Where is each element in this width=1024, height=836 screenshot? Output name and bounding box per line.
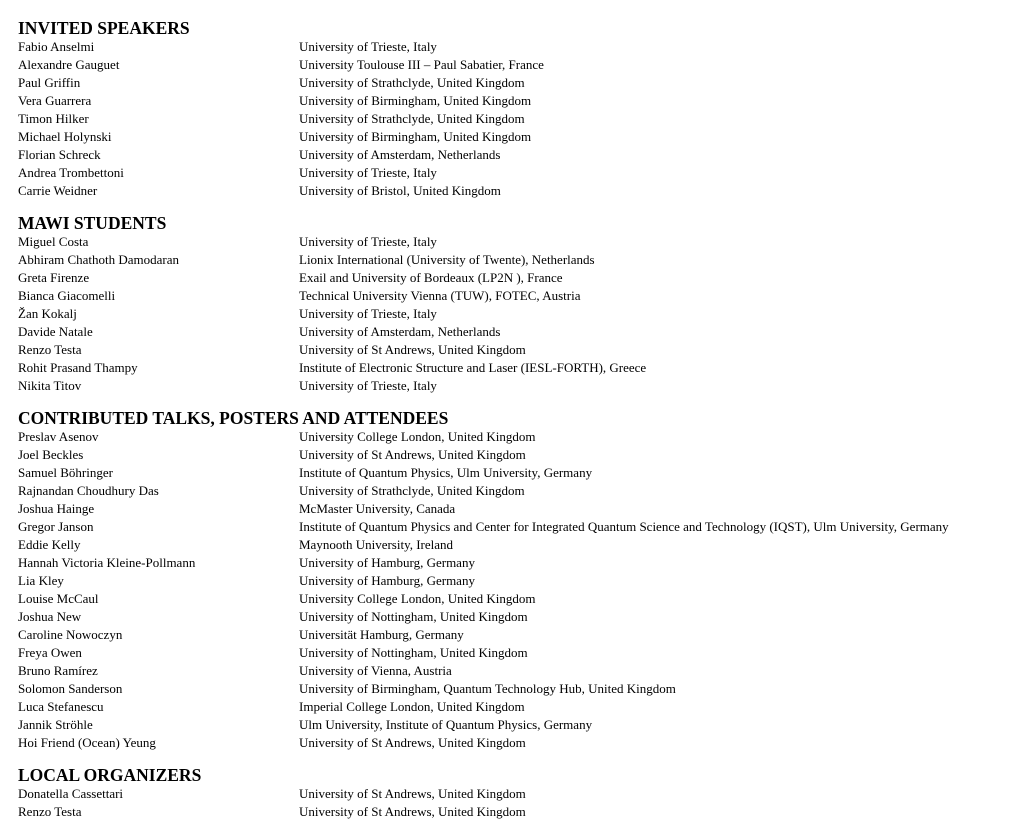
person-affiliation: University of Hamburg, Germany bbox=[299, 555, 475, 570]
person-name: Florian Schreck bbox=[18, 147, 101, 162]
list-item bbox=[18, 572, 1018, 590]
list-item bbox=[18, 803, 1018, 821]
list-item bbox=[18, 500, 1018, 518]
person-name: Miguel Costa bbox=[18, 234, 89, 249]
list-item bbox=[18, 269, 1018, 287]
person-affiliation: University of Hamburg, Germany bbox=[299, 573, 475, 588]
list-item bbox=[18, 182, 1018, 200]
list-item bbox=[18, 287, 1018, 305]
list-item bbox=[18, 482, 1018, 500]
person-affiliation: University of Strathclyde, United Kingdom bbox=[299, 483, 525, 498]
person-affiliation: University of Nottingham, United Kingdom bbox=[299, 645, 528, 660]
person-name: Renzo Testa bbox=[18, 342, 82, 357]
section-heading: LOCAL ORGANIZERS bbox=[18, 765, 202, 785]
person-affiliation: University of Nottingham, United Kingdom bbox=[299, 609, 528, 624]
person-name: Fabio Anselmi bbox=[18, 39, 95, 54]
list-item bbox=[18, 359, 1018, 377]
person-affiliation: Institute of Quantum Physics and Center for Integrated Quantum Science and Technology (IQST), Ulm University, Germany bbox=[299, 519, 949, 534]
person-affiliation: University of Strathclyde, United Kingdom bbox=[299, 111, 525, 126]
section-local-organizers bbox=[18, 765, 1018, 821]
person-affiliation: Institute of Electronic Structure and Laser (IESL-FORTH), Greece bbox=[299, 360, 647, 375]
list-item bbox=[18, 110, 1018, 128]
person-affiliation: McMaster University, Canada bbox=[299, 501, 456, 516]
person-affiliation: University College London, United Kingdom bbox=[299, 429, 536, 444]
list-item bbox=[18, 716, 1018, 734]
person-name: Eddie Kelly bbox=[18, 537, 81, 552]
person-name: Gregor Janson bbox=[18, 519, 94, 534]
person-affiliation: University of St Andrews, United Kingdom bbox=[299, 735, 526, 750]
list-item bbox=[18, 785, 1018, 803]
list-item bbox=[18, 38, 1018, 56]
person-affiliation: University of Trieste, Italy bbox=[299, 39, 437, 54]
person-affiliation: University of Vienna, Austria bbox=[299, 663, 452, 678]
section-heading: INVITED SPEAKERS bbox=[18, 18, 190, 38]
person-name: Andrea Trombettoni bbox=[18, 165, 124, 180]
list-item bbox=[18, 377, 1018, 395]
section-invited-speakers bbox=[18, 18, 1018, 200]
person-name: Joshua Hainge bbox=[18, 501, 95, 516]
person-affiliation: Exail and University of Bordeaux (LP2N ), France bbox=[299, 270, 563, 285]
person-affiliation: Imperial College London, United Kingdom bbox=[299, 699, 525, 714]
person-affiliation: University College London, United Kingdom bbox=[299, 591, 536, 606]
list-item bbox=[18, 164, 1018, 182]
person-name: Joel Beckles bbox=[18, 447, 84, 462]
person-affiliation: University of St Andrews, United Kingdom bbox=[299, 804, 526, 819]
person-affiliation: University of Trieste, Italy bbox=[299, 234, 437, 249]
person-affiliation: University of St Andrews, United Kingdom bbox=[299, 786, 526, 801]
person-name: Freya Owen bbox=[18, 645, 82, 660]
person-affiliation: Technical University Vienna (TUW), FOTEC, Austria bbox=[299, 288, 581, 303]
list-item bbox=[18, 428, 1018, 446]
person-affiliation: University of St Andrews, United Kingdom bbox=[299, 342, 526, 357]
person-name: Renzo Testa bbox=[18, 804, 82, 819]
list-item bbox=[18, 698, 1018, 716]
person-affiliation: University of Bristol, United Kingdom bbox=[299, 183, 501, 198]
participants-document bbox=[18, 18, 1018, 834]
list-item bbox=[18, 146, 1018, 164]
list-item bbox=[18, 464, 1018, 482]
person-affiliation: Lionix International (University of Twente), Netherlands bbox=[299, 252, 595, 267]
person-name: Samuel Böhringer bbox=[18, 465, 113, 480]
section-heading: CONTRIBUTED TALKS, POSTERS AND ATTENDEES bbox=[18, 408, 449, 428]
list-item bbox=[18, 233, 1018, 251]
person-name: Rajnandan Choudhury Das bbox=[18, 483, 159, 498]
person-affiliation: University of Birmingham, United Kingdom bbox=[299, 129, 532, 144]
person-affiliation: University of Birmingham, United Kingdom bbox=[299, 93, 532, 108]
person-affiliation: University of Birmingham, Quantum Technology Hub, United Kingdom bbox=[299, 681, 676, 696]
person-affiliation: Maynooth University, Ireland bbox=[299, 537, 454, 552]
list-item bbox=[18, 128, 1018, 146]
section-contributed-talks bbox=[18, 408, 1018, 752]
person-name: Greta Firenze bbox=[18, 270, 90, 285]
person-name: Louise McCaul bbox=[18, 591, 99, 606]
person-affiliation: University of Strathclyde, United Kingdom bbox=[299, 75, 525, 90]
list-item bbox=[18, 554, 1018, 572]
person-name: Timon Hilker bbox=[18, 111, 89, 126]
list-item bbox=[18, 536, 1018, 554]
list-item bbox=[18, 251, 1018, 269]
person-affiliation: University of Trieste, Italy bbox=[299, 306, 437, 321]
person-name: Bruno Ramírez bbox=[18, 663, 98, 678]
person-name: Joshua New bbox=[18, 609, 82, 624]
person-affiliation: University Toulouse III – Paul Sabatier, France bbox=[299, 57, 544, 72]
list-item bbox=[18, 74, 1018, 92]
person-name: Solomon Sanderson bbox=[18, 681, 123, 696]
list-item bbox=[18, 323, 1018, 341]
person-name: Caroline Nowoczyn bbox=[18, 627, 123, 642]
person-name: Rohit Prasand Thampy bbox=[18, 360, 138, 375]
person-name: Jannik Ströhle bbox=[18, 717, 93, 732]
person-name: Preslav Asenov bbox=[18, 429, 99, 444]
person-name: Davide Natale bbox=[18, 324, 93, 339]
person-name: Carrie Weidner bbox=[18, 183, 98, 198]
list-item bbox=[18, 56, 1018, 74]
person-name: Michael Holynski bbox=[18, 129, 112, 144]
list-item bbox=[18, 446, 1018, 464]
person-name: Hoi Friend (Ocean) Yeung bbox=[18, 735, 156, 750]
section-heading: MAWI STUDENTS bbox=[18, 213, 167, 233]
list-item bbox=[18, 608, 1018, 626]
person-affiliation: Ulm University, Institute of Quantum Physics, Germany bbox=[299, 717, 593, 732]
person-name: Vera Guarrera bbox=[18, 93, 92, 108]
list-item bbox=[18, 92, 1018, 110]
person-name: Luca Stefanescu bbox=[18, 699, 104, 714]
person-name: Nikita Titov bbox=[18, 378, 82, 393]
person-name: Bianca Giacomelli bbox=[18, 288, 116, 303]
person-affiliation: Institute of Quantum Physics, Ulm University, Germany bbox=[299, 465, 593, 480]
list-item bbox=[18, 662, 1018, 680]
list-item bbox=[18, 626, 1018, 644]
person-affiliation: University of Amsterdam, Netherlands bbox=[299, 147, 501, 162]
person-name: Hannah Victoria Kleine-Pollmann bbox=[18, 555, 196, 570]
list-item bbox=[18, 644, 1018, 662]
list-item bbox=[18, 734, 1018, 752]
person-name: Abhiram Chathoth Damodaran bbox=[18, 252, 180, 267]
person-affiliation: University of Trieste, Italy bbox=[299, 165, 437, 180]
person-name: Paul Griffin bbox=[18, 75, 81, 90]
person-affiliation: University of St Andrews, United Kingdom bbox=[299, 447, 526, 462]
person-affiliation: University of Amsterdam, Netherlands bbox=[299, 324, 501, 339]
person-affiliation: University of Trieste, Italy bbox=[299, 378, 437, 393]
list-item bbox=[18, 590, 1018, 608]
list-item bbox=[18, 341, 1018, 359]
person-name: Lia Kley bbox=[18, 573, 64, 588]
person-name: Alexandre Gauguet bbox=[18, 57, 120, 72]
person-name: Žan Kokalj bbox=[18, 306, 77, 321]
person-affiliation: Universität Hamburg, Germany bbox=[299, 627, 464, 642]
list-item bbox=[18, 680, 1018, 698]
section-mawi-students bbox=[18, 213, 1018, 395]
list-item bbox=[18, 518, 1018, 536]
person-name: Donatella Cassettari bbox=[18, 786, 124, 801]
list-item bbox=[18, 305, 1018, 323]
